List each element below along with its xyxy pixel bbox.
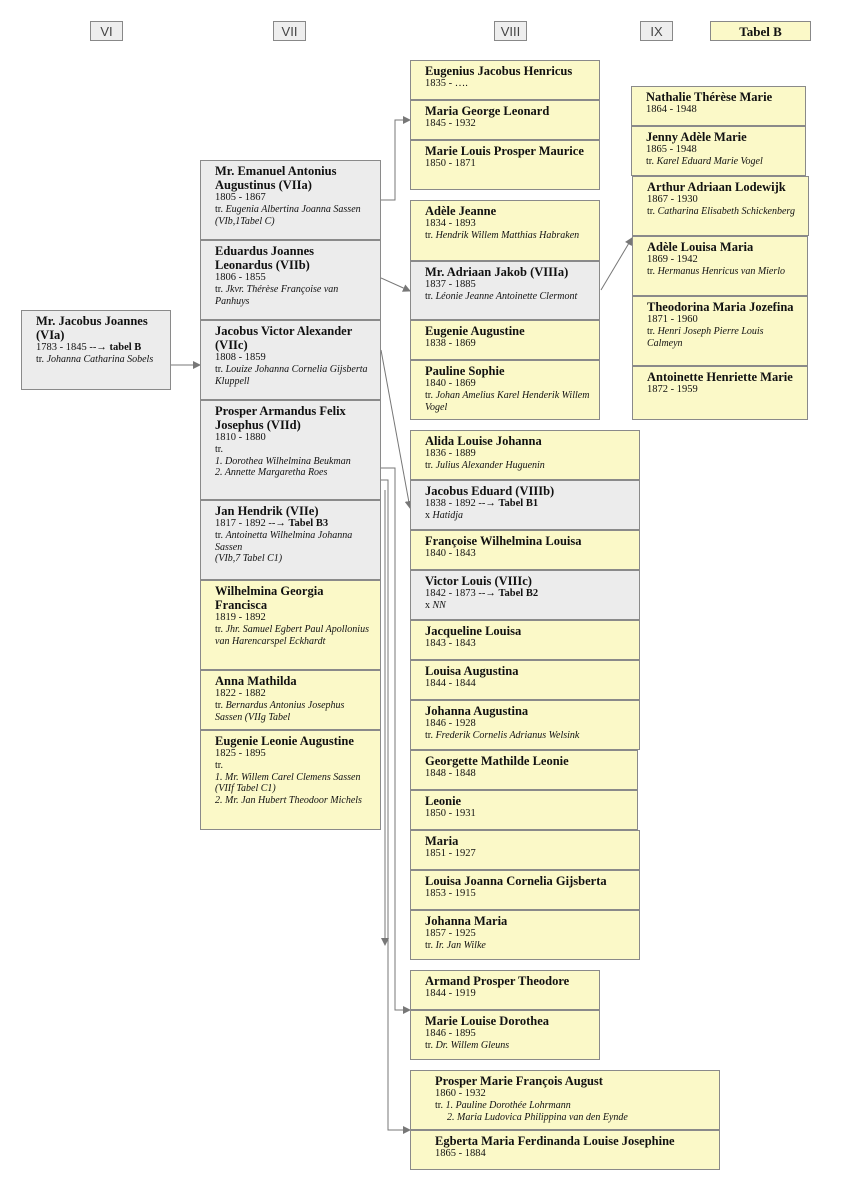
person-name: Jacobus Eduard (VIIIb) (425, 484, 555, 498)
person-spouse: x Hatidja (425, 510, 464, 521)
person-spouse: 2. Maria Ludovica Philippina van den Eynde (447, 1111, 628, 1123)
person-dates: 1851 - 1927 (425, 848, 476, 859)
generation-header-viii: VIII (494, 21, 527, 41)
person-box-anna[interactable] (200, 670, 381, 730)
person-box-prosper[interactable] (200, 400, 381, 500)
person-dates: 1871 - 1960 (647, 314, 698, 325)
person-box-armand[interactable] (410, 970, 600, 1010)
person-dates: 1808 - 1859 (215, 352, 266, 363)
person-spouse: tr. Catharina Elisabeth Schickenberg (647, 206, 795, 217)
person-spouse: tr. Hendrik Willem Matthias Habraken (425, 230, 580, 241)
person-name: Adèle Jeanne (425, 204, 497, 218)
person-dates: 1835 - …. (425, 78, 468, 89)
generation-header-ix: IX (640, 21, 673, 41)
person-box-eugenie-leonie[interactable] (200, 730, 381, 830)
person-dates: 1840 - 1843 (425, 548, 476, 559)
person-dates: 1838 - 1892 --→ Tabel B1 (425, 498, 539, 509)
person-box-arthur[interactable] (632, 176, 809, 236)
person-name: Françoise Wilhelmina Louisa (425, 534, 582, 548)
person-name: Jacobus Victor Alexander (VIIc) (215, 324, 353, 352)
person-dates: 1846 - 1895 (425, 1028, 476, 1039)
person-dates: 1817 - 1892 --→ Tabel B3 (215, 518, 329, 529)
person-box-marie-louise[interactable] (410, 1010, 600, 1060)
person-dates: 1843 - 1843 (425, 638, 476, 649)
person-box-louisa-augustina[interactable] (410, 660, 640, 700)
person-name: Theodorina Maria Jozefina (647, 300, 794, 314)
person-name: Prosper Armandus Felix Josephus (VIId) (215, 404, 346, 432)
person-dates: 1819 - 1892 (215, 612, 266, 623)
person-spouse: tr. Jhr. Samuel Egbert Paul Apollonius van Harencarspel Eckhardt (215, 624, 369, 647)
person-dates: 1783 - 1845 --→ tabel B (36, 342, 142, 353)
person-box-nathalie[interactable] (631, 86, 806, 126)
connector-emanuel-children (381, 120, 410, 200)
person-box-georgette[interactable] (410, 750, 638, 790)
person-box-alida[interactable] (410, 430, 640, 480)
person-spouse: tr. Dr. Willem Gleuns (425, 1040, 510, 1051)
person-box-eugenius[interactable] (410, 60, 600, 100)
person-spouse: 2. Mr. Jan Hubert Theodoor Michels (215, 794, 362, 806)
person-spouse: tr. Frederik Cornelis Adrianus Welsink (425, 730, 580, 741)
person-box-jenny[interactable] (631, 126, 806, 176)
person-box-pauline[interactable] (410, 360, 600, 420)
person-dates: 1850 - 1931 (425, 808, 476, 819)
person-dates: 1836 - 1889 (425, 448, 476, 459)
person-dates: 1810 - 1880 (215, 432, 266, 443)
person-spouse: 2. Annette Margaretha Roes (215, 467, 328, 478)
person-name: Georgette Mathilde Leonie (425, 754, 569, 768)
person-box-louisa-joanna[interactable] (410, 870, 640, 910)
person-box-theodorina[interactable] (632, 296, 808, 366)
person-spouse: tr. Karel Eduard Marie Vogel (646, 156, 763, 167)
person-dates: 1869 - 1942 (647, 254, 698, 265)
person-name: Jacqueline Louisa (425, 624, 522, 638)
person-name: Johanna Maria (425, 914, 508, 928)
table-label: Tabel B (710, 21, 811, 41)
person-box-antoinette[interactable] (632, 366, 808, 420)
generation-header-vii: VII (273, 21, 306, 41)
person-name: Louisa Augustina (425, 664, 519, 678)
person-box-leonie[interactable] (410, 790, 638, 830)
person-box-maria[interactable] (410, 830, 640, 870)
person-name: Jenny Adèle Marie (646, 130, 747, 144)
person-dates: 1822 - 1882 (215, 688, 266, 699)
person-dates: 1825 - 1895 (215, 748, 266, 759)
person-box-victor[interactable] (410, 570, 640, 620)
person-name: Eugenie Leonie Augustine (215, 734, 354, 748)
person-dates: 1845 - 1932 (425, 118, 476, 129)
person-spouse: tr. Johanna Catharina Sobels (36, 354, 154, 365)
person-dates: 1844 - 1919 (425, 988, 476, 999)
person-name: Nathalie Thérèse Marie (646, 90, 773, 104)
person-dates: 1850 - 1871 (425, 158, 476, 169)
person-name: Adèle Louisa Maria (647, 240, 754, 254)
person-spouse-note: (VIb,7 Tabel C1) (215, 553, 283, 564)
person-box-johanna-augustina[interactable] (410, 700, 640, 750)
person-dates: 1867 - 1930 (647, 194, 698, 205)
person-dates: 1864 - 1948 (646, 104, 697, 115)
person-box-adele-jeanne[interactable] (410, 200, 600, 261)
person-name: Jan Hendrik (VIIe) (215, 504, 319, 518)
person-dates: 1853 - 1915 (425, 888, 476, 899)
person-dates: 1846 - 1928 (425, 718, 476, 729)
person-box-wilhelmina[interactable] (200, 580, 381, 670)
person-spouse: tr. Eugenia Albertina Joanna Sassen (VIb,1Tabel C) (215, 204, 361, 227)
person-box-emanuel[interactable] (200, 160, 381, 240)
person-box-francoise[interactable] (410, 530, 640, 570)
connector-eduardus-children (381, 278, 410, 291)
person-name: Prosper Marie François August (435, 1074, 603, 1088)
person-box-adele-louisa[interactable] (632, 236, 808, 296)
person-name: Arthur Adriaan Lodewijk (647, 180, 786, 194)
person-name: Louisa Joanna Cornelia Gijsberta (425, 874, 607, 888)
person-name: Antoinette Henriette Marie (647, 370, 793, 384)
person-spouse: x NN (425, 600, 446, 611)
person-spouse: tr. Bernardus Antonius Josephus Sassen (VIIg Tabel (215, 700, 345, 723)
person-box-eduardus[interactable] (200, 240, 381, 320)
person-name: Armand Prosper Theodore (425, 974, 570, 988)
person-name: Mr. Emanuel Antonius Augustinus (VIIa) (215, 164, 337, 192)
person-box-adriaan[interactable] (410, 261, 600, 320)
person-name: Anna Mathilda (215, 674, 297, 688)
person-box-egberta[interactable] (410, 1130, 720, 1170)
connector-adriaan-children (601, 238, 632, 290)
person-dates: 1860 - 1932 (435, 1088, 486, 1099)
person-dates: 1805 - 1867 (215, 192, 266, 203)
person-box-johanna-maria[interactable] (410, 910, 640, 960)
person-name: Marie Louis Prosper Maurice (425, 144, 584, 158)
person-dates: 1848 - 1848 (425, 768, 476, 779)
person-dates: 1842 - 1873 --→ Tabel B2 (425, 588, 539, 599)
person-box-jan[interactable] (200, 500, 381, 580)
person-spouse-prefix: tr. (215, 444, 224, 455)
person-name: Mr. Adriaan Jakob (VIIIa) (425, 265, 569, 279)
person-spouse: tr. Johan Amelius Karel Henderik Willem Vogel (425, 390, 590, 413)
person-spouse: tr. Julius Alexander Huguenin (425, 460, 545, 471)
person-dates: 1837 - 1885 (425, 279, 476, 290)
person-dates: 1857 - 1925 (425, 928, 476, 939)
person-name: Victor Louis (VIIIc) (425, 574, 532, 588)
person-name: Pauline Sophie (425, 364, 505, 378)
person-spouse: tr. Louize Johanna Cornelia Gijsberta Kluppell (215, 364, 368, 387)
person-spouse: tr. Léonie Jeanne Antoinette Clermont (425, 291, 578, 302)
person-box-jacqueline[interactable] (410, 620, 640, 660)
person-name: Marie Louise Dorothea (425, 1014, 550, 1028)
person-name: Leonie (425, 794, 462, 808)
person-name: Maria (425, 834, 459, 848)
person-spouse: tr. 1. Pauline Dorothée Lohrmann (435, 1100, 571, 1111)
person-spouse-prefix: tr. (215, 760, 224, 771)
person-name: Johanna Augustina (425, 704, 529, 718)
person-box-maria-george[interactable] (410, 100, 600, 140)
person-dates: 1844 - 1844 (425, 678, 476, 689)
person-box-jacobus-eduard[interactable] (410, 480, 640, 530)
person-dates: 1872 - 1959 (647, 384, 698, 395)
person-box-prosper-marie[interactable] (410, 1070, 720, 1130)
person-spouse: tr. Hermanus Henricus van Mierlo (647, 266, 786, 277)
person-spouse: 1. Dorothea Wilhelmina Beukman (215, 455, 351, 467)
person-name: Alida Louise Johanna (425, 434, 542, 448)
person-box-root[interactable] (21, 310, 171, 390)
person-dates: 1865 - 1884 (435, 1148, 486, 1159)
generation-header-vi: VI (90, 21, 123, 41)
person-spouse: 1. Mr. Willem Carel Clemens Sassen (VIIf Tabel C1) (215, 771, 361, 794)
person-name: Eugenie Augustine (425, 324, 525, 338)
person-box-marie-louis[interactable] (410, 140, 600, 190)
person-name: Mr. Jacobus Joannes (VIa) (36, 314, 148, 342)
person-name: Wilhelmina Georgia Francisca (215, 584, 324, 612)
person-name: Eugenius Jacobus Henricus (425, 64, 573, 78)
person-dates: 1806 - 1855 (215, 272, 266, 283)
person-name: Maria George Leonard (425, 104, 550, 118)
person-box-jacobus[interactable] (200, 320, 381, 400)
person-name: Eduardus Joannes Leonardus (VIIb) (215, 244, 314, 272)
person-dates: 1865 - 1948 (646, 144, 697, 155)
person-spouse: tr. Henri Joseph Pierre Louis Calmeyn (647, 326, 764, 349)
person-dates: 1838 - 1869 (425, 338, 476, 349)
person-box-eugenie-augustine[interactable] (410, 320, 600, 360)
person-name: Egberta Maria Ferdinanda Louise Josephine (435, 1134, 675, 1148)
person-dates: 1840 - 1869 (425, 378, 476, 389)
person-dates: 1834 - 1893 (425, 218, 476, 229)
person-spouse: tr. Antoinetta Wilhelmina Johanna Sassen (215, 530, 353, 553)
person-spouse: tr. Jkvr. Thérèse Françoise van Panhuys (215, 284, 339, 307)
person-spouse: tr. Ir. Jan Wilke (425, 940, 486, 951)
